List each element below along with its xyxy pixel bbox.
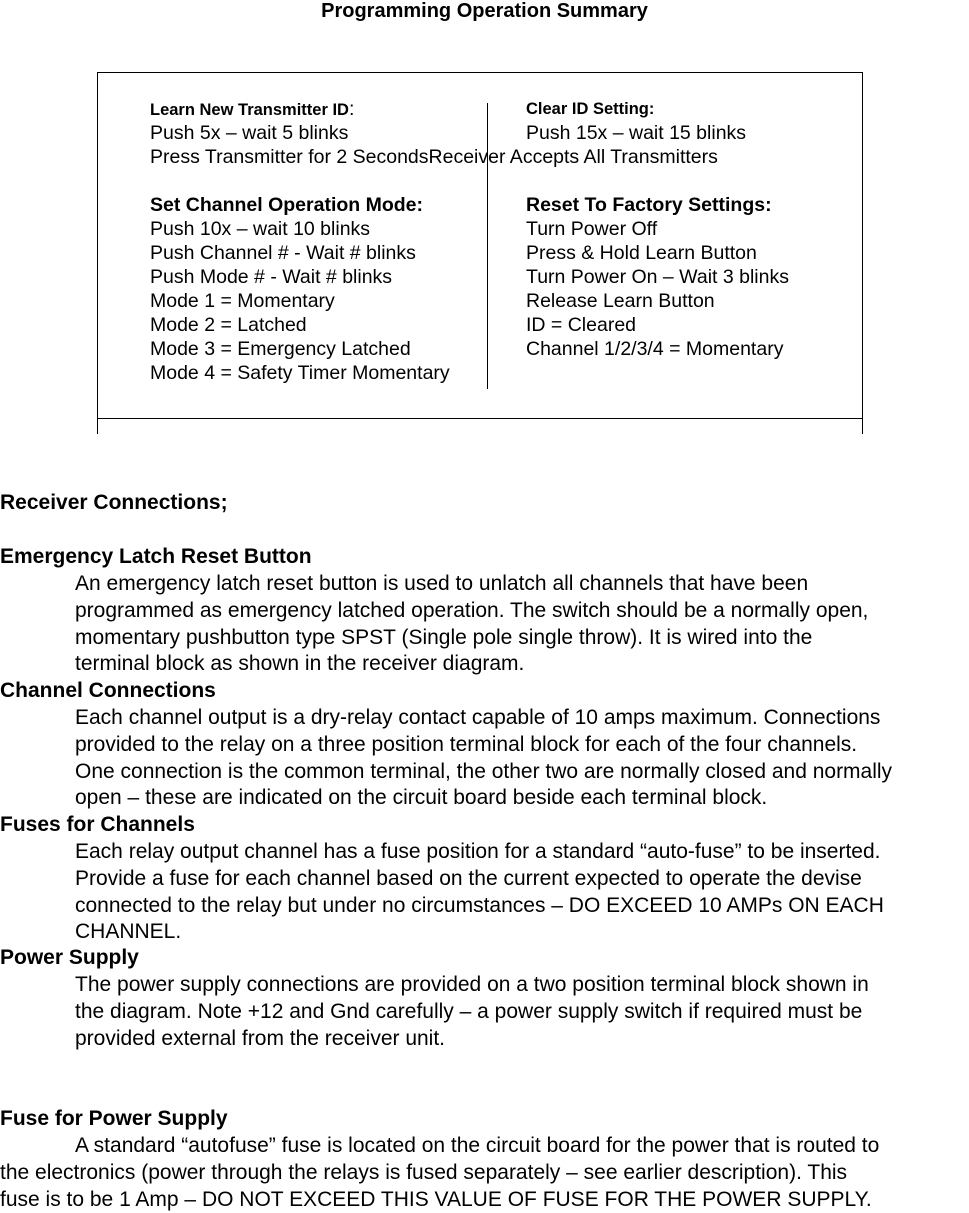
- receiver-connections-heading: Receiver Connections;: [0, 491, 228, 514]
- summary-left-column: [150, 97, 450, 385]
- page-title: Programming Operation Summary: [321, 0, 648, 22]
- summary-right-column: [526, 97, 789, 361]
- channel-step: Push 10x – wait 10 blinks: [150, 218, 371, 240]
- learn-header-line: Learn New Transmitter ID:: [150, 98, 355, 120]
- reset-step: Channel 1/2/3/4 = Momentary: [526, 338, 784, 360]
- reset-factory-header: Reset To Factory Settings:: [526, 194, 772, 216]
- section-heading: Channel Connections: [0, 679, 216, 702]
- box-bottom-border: [97, 418, 863, 419]
- fuse-power-heading: Fuse for Power Supply: [0, 1107, 228, 1130]
- section-heading: Power Supply: [0, 946, 139, 969]
- section-heading: Emergency Latch Reset Button: [0, 545, 312, 568]
- learn-overflow-line: Press Transmitter for 2 SecondsReceiver Accepts All Transmitters: [150, 146, 718, 168]
- channel-step: Mode 3 = Emergency Latched: [150, 338, 411, 360]
- channel-mode-header: Set Channel Operation Mode:: [150, 194, 424, 216]
- reset-step: Press & Hold Learn Button: [526, 242, 757, 264]
- learn-header: Learn New Transmitter ID: [150, 101, 349, 119]
- clear-id-header: Clear ID Setting:: [526, 100, 655, 118]
- reset-step: Turn Power Off: [526, 218, 658, 240]
- section-paragraph: Each relay output channel has a fuse position for a standard “auto-fuse” to be inserted. Provide a fuse for each channel based on the current expected to operate the devise connected to the relay but under no circumstances – DO EXCEED 10 AMPs ON EACH CHANNEL.: [75, 840, 884, 944]
- section-paragraph: Each channel output is a dry-relay contact capable of 10 amps maximum. Connections provided to the relay on a three position terminal block for each of the four channels. One connection is the common terminal, the other two are normally closed and normally open – these are indicated on the circuit board beside each terminal block.: [75, 706, 893, 810]
- reset-step: ID = Cleared: [526, 314, 637, 336]
- learn-step: Push 5x – wait 5 blinks: [150, 122, 349, 144]
- clear-id-step: Push 15x – wait 15 blinks: [526, 122, 747, 144]
- section-paragraph: An emergency latch reset button is used to unlatch all channels that have been programmed as emergency latched operation. The switch should be a normally open, momentary pushbutton type SPST (Single pole single throw). It is wired into the terminal block as shown in the receiver diagram.: [75, 572, 869, 676]
- reset-step: Turn Power On – Wait 3 blinks: [526, 266, 789, 288]
- channel-step: Mode 1 = Momentary: [150, 290, 335, 312]
- box-top-border: [97, 72, 863, 73]
- fuse-power-paragraph: A standard “autofuse” fuse is located on the circuit board for the power that is routed to the electronics (power through the relays is fused separately – see earlier description). This fuse is to be 1 Amp – DO NOT EXCEED THIS VALUE OF FUSE FOR THE POWER SUPPLY.: [0, 1134, 880, 1211]
- channel-step: Mode 4 = Safety Timer Momentary: [150, 362, 450, 384]
- section-paragraph: The power supply connections are provided on a two position terminal block shown in the diagram. Note +12 and Gnd carefully – a power supply switch if required must be provided external from the receiver unit.: [75, 973, 869, 1050]
- box-right-border: [862, 72, 863, 434]
- box-left-border: [97, 72, 98, 434]
- reset-step: Release Learn Button: [526, 290, 715, 312]
- channel-step: Push Channel # - Wait # blinks: [150, 242, 416, 264]
- section-heading: Fuses for Channels: [0, 813, 195, 836]
- channel-step: Mode 2 = Latched: [150, 314, 307, 336]
- channel-step: Push Mode # - Wait # blinks: [150, 266, 393, 288]
